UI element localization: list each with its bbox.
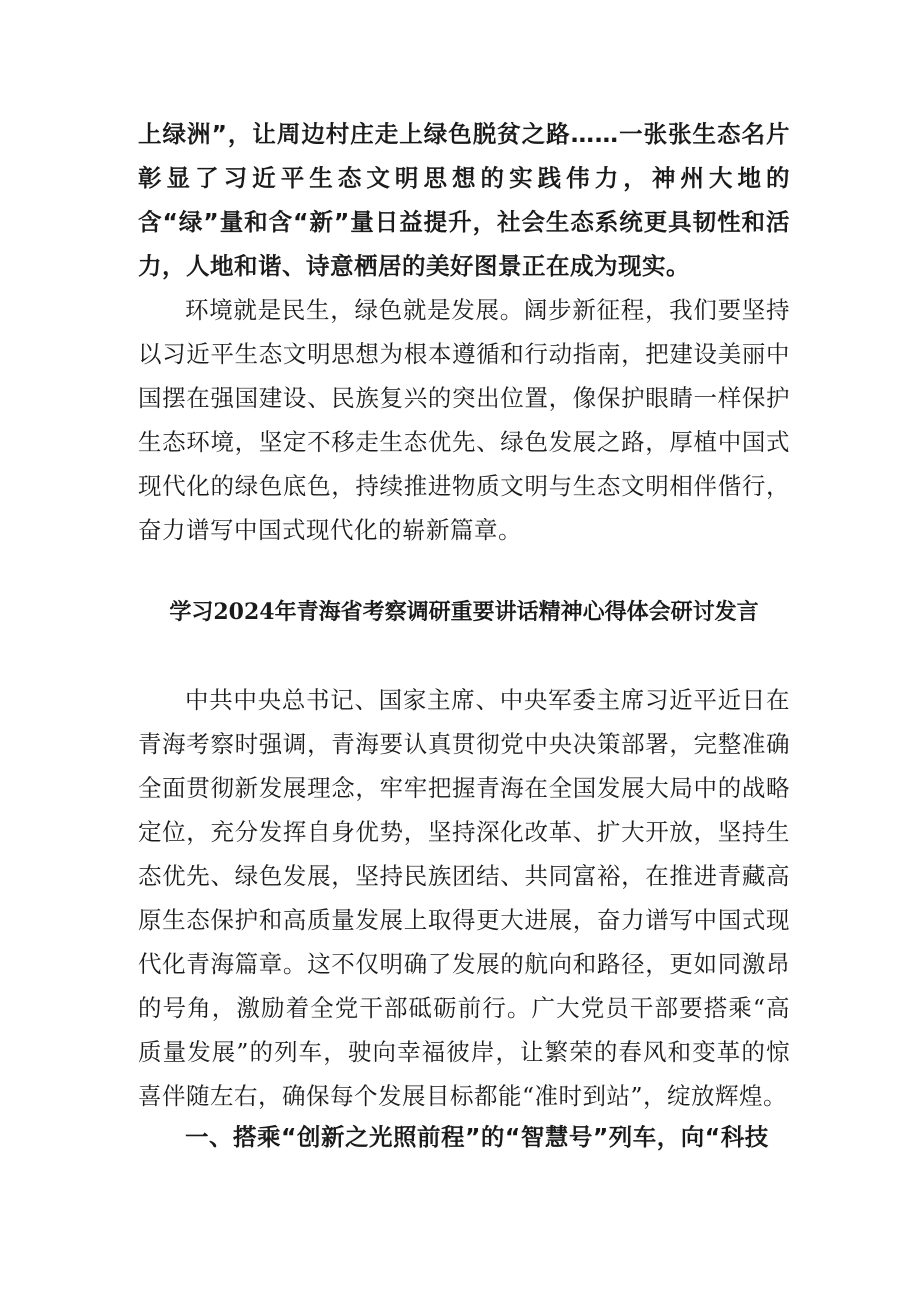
paragraph-2-block: [138, 288, 790, 552]
section-heading-block: [138, 1115, 790, 1159]
continued-paragraph-block: [138, 112, 790, 288]
paragraph-3: 中共中央总书记、国家主席、中央军委主席习近平近日在青海考察时强调，青海要认真贯彻党中央决策部署，完整准确全面贯彻新发展理念，牢牢把握青海在全国发展大局中的战略定位，充分发挥自身优势，坚持深化改革、扩大开放，坚持生态优先、绿色发展，坚持民族团结、共同富裕，在推进青藏高原生态保护和高质量发展上取得更大进展，奋力谱写中国式现代化青海篇章。这不仅明确了发展的航向和路径，更如同激昂的号角，激励着全党干部砥砺前行。广大党员干部要搭乘“高质量发展”的列车，驶向幸福彼岸，让繁荣的春风和变革的惊喜伴随左右，确保每个发展目标都能“准时到站”，绽放辉煌。: [138, 686, 790, 1110]
continued-paragraph: 上绿洲”，让周边村庄走上绿色脱贫之路……一张张生态名片彰显了习近平生态文明思想的实践伟力，神州大地的含“绿”量和含“新”量日益提升，社会生态系统更具韧性和活力，人地和谐、诗意栖居的美好图景正在成为现实。: [138, 120, 790, 280]
paragraph-3-block: [138, 678, 790, 1118]
paragraph-2: 环境就是民生，绿色就是发展。阔步新征程，我们要坚持以习近平生态文明思想为根本遵循和行动指南，把建设美丽中国摆在强国建设、民族复兴的突出位置，像保护眼睛一样保护生态环境，坚定不移走生态优先、绿色发展之路，厚植中国式现代化的绿色底色，持续推进物质文明与生态文明相伴偕行，奋力谱写中国式现代化的崭新篇章。: [138, 296, 790, 544]
section-heading: 一、搭乘“创新之光照前程”的“智慧号”列车，向“科技: [185, 1123, 769, 1151]
title-block: [138, 590, 790, 634]
article-title: 学习2024年青海省考察调研重要讲话精神心得体会研讨发言: [169, 599, 759, 625]
